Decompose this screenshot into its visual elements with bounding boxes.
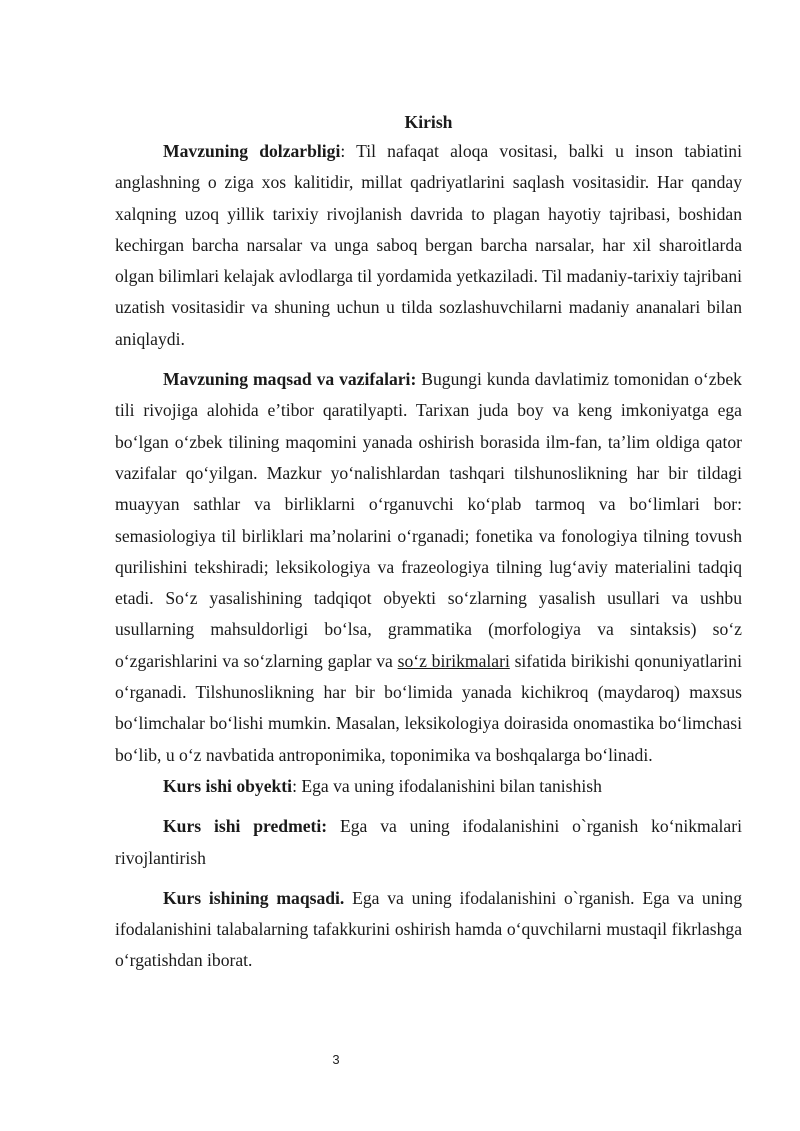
paragraph-aim — [115, 883, 742, 977]
paragraph-relevance — [115, 136, 742, 355]
object-label: Kurs ishi obyekti — [163, 775, 293, 796]
subject-text: Ega va uning ifodalanishini o`rganish ko‘nikmalari rivojlantirish — [115, 816, 742, 868]
aim-label: Kurs ishining maqsadi. — [163, 887, 345, 908]
subject-label: Kurs ishi predmeti: — [163, 816, 328, 837]
relevance-label: Mavzuning dolzarbligi — [163, 141, 341, 161]
section-title: Kirish — [404, 112, 453, 132]
object-text: : Ega va uning ifodalanishini bilan tanishish — [292, 775, 602, 796]
word-combinations-link[interactable]: so‘z birikmalari — [397, 650, 510, 671]
goals-text-1: Bugungi kunda davlatimiz tomonidan o‘zbek tili rivojiga alohida e’tibor qaratilyapti. Tarixan juda boy va keng imkoniyatga ega bo‘lgan o‘zbek tilining maqomini yanada oshirish borasida ilm-fan, ta’lim oldiga qator vazifalar qo‘yilgan. Mazkur yo‘nalishlardan tashqari tilshunoslikning har bir tildagi muayyan sathlar va birliklarni o‘rganuvchi ko‘plab tarmoq va bo‘limlari bor: semasiologiya til birliklari ma’nolarini o‘rganadi; fonetika va fonologiya tilning tovush qurilishini tekshiradi; leksikologiya va frazeologiya tilning lug‘aviy materialini tadqiq etadi. So‘z yasalishining tadqiqot obyekti so‘zlarning yasalish usullari va ushbu usullarning mahsuldorligi bo‘lsa, grammatika (morfologiya va sintaksis) so‘z o‘zgarishlarini va so‘zlarning gaplar va — [115, 369, 742, 671]
paragraph-subject — [115, 811, 742, 874]
relevance-text: : Til nafaqat aloqa vositasi, balki u inson tabiatini anglashning o ziga xos kalitidir, millat qadriyatlarini saqlash vositasidir. Har qanday xalqning uzoq yillik tarixiy rivojlanish davrida to plagan hayotiy tajribasi, boshidan kechirgan barcha narsalar va unga saboq bergan barcha narsalar, har xil sharoitlarda olgan bilimlari kelajak avlodlarga til yordamida yetkaziladi. Til madaniy-tarixiy tajribani uzatish vositasidir va shuning uchun u tilda sozlashuvchilarni madaniy ananalari bilan aniqlaydi. — [115, 141, 742, 349]
document-page — [115, 108, 742, 977]
aim-text: Ega va uning ifodalanishini o`rganish. Ega va uning ifodalanishini talabalarning tafakkurini oshirish hamda o‘quvchilarni mustaqil fikrlashga o‘rgatishdan iborat. — [115, 887, 742, 971]
paragraph-goals — [115, 364, 742, 771]
goals-label: Mavzuning maqsad va vazifalari: — [163, 369, 417, 390]
goals-text-2: sifatida birikishi qonuniyatlarini o‘rganadi. Tilshunoslikning har bir bo‘limida yanada kichikroq (maydaroq) maxsus bo‘limchalar bo‘lishi mumkin. Masalan, leksikologiya doirasida onomastika bo‘limchasi bo‘lib, u o‘z navbatida antroponimika, toponimika va boshqalarga bo‘linadi. — [115, 650, 742, 765]
page-number: 3 — [332, 1052, 340, 1067]
paragraph-object — [115, 771, 742, 802]
